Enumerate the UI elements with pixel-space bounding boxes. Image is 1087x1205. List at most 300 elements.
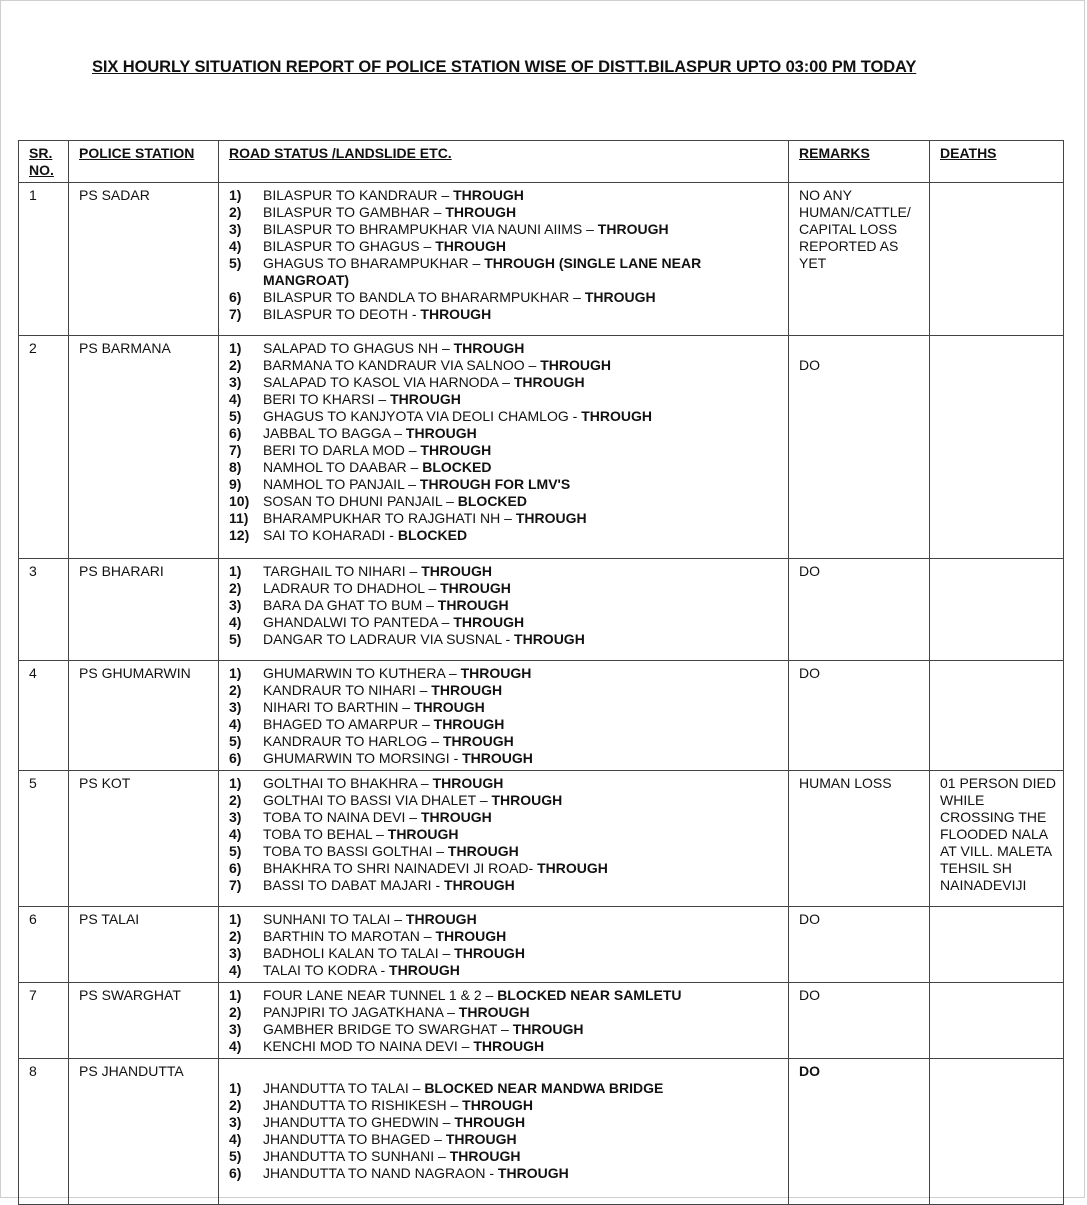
sr-no-cell: 1 <box>19 183 69 336</box>
road-status: THROUGH <box>447 843 519 859</box>
deaths-cell <box>930 559 1064 661</box>
road-text <box>263 665 782 682</box>
road-route: JHANDUTTA TO GHEDWIN – <box>263 1114 455 1130</box>
road-number: 6) <box>229 289 242 305</box>
road-number: 6) <box>229 860 242 876</box>
road-route: BILASPUR TO BHRAMPUKHAR VIA NAUNI AIIMS – <box>263 221 598 237</box>
road-route: GHAGUS TO KANJYOTA VIA DEOLI CHAMLOG - <box>263 408 582 424</box>
road-text <box>263 597 782 614</box>
road-item <box>229 750 782 767</box>
road-status: THROUGH <box>515 510 587 526</box>
road-status: THROUGH <box>437 597 509 613</box>
road-item <box>229 1080 782 1097</box>
road-number: 2) <box>229 682 242 698</box>
road-status: THROUGH <box>454 1114 526 1130</box>
sr-no-cell: 3 <box>19 559 69 661</box>
road-text <box>263 1131 782 1148</box>
road-item <box>229 682 782 699</box>
road-route: JABBAL TO BAGGA – <box>263 425 406 441</box>
road-number: 2) <box>229 1004 242 1020</box>
road-item <box>229 357 782 374</box>
table-row <box>19 559 1064 661</box>
road-text <box>263 357 782 374</box>
road-number: 5) <box>229 733 242 749</box>
road-text <box>263 1165 782 1182</box>
road-item <box>229 408 782 425</box>
road-number: 6) <box>229 425 242 441</box>
road-status-cell <box>219 1059 789 1205</box>
road-number: 3) <box>229 809 242 825</box>
road-route: KANDRAUR TO HARLOG – <box>263 733 443 749</box>
road-text <box>263 631 782 648</box>
road-route: LADRAUR TO DHADHOL – <box>263 580 441 596</box>
road-route: GAMBHER BRIDGE TO SWARGHAT – <box>263 1021 513 1037</box>
road-route: SUNHANI TO TALAI – <box>263 911 406 927</box>
road-item <box>229 1148 782 1165</box>
road-text <box>263 340 782 357</box>
road-status: THROUGH (SINGLE LANE NEAR MANGROAT) <box>263 255 702 288</box>
road-item <box>229 775 782 792</box>
road-text <box>263 809 782 826</box>
road-status: THROUGH <box>442 733 514 749</box>
road-status: THROUGH <box>584 289 656 305</box>
road-status: THROUGH <box>444 877 515 893</box>
road-item <box>229 1114 782 1131</box>
police-station-cell: PS SWARGHAT <box>69 983 219 1059</box>
road-status: THROUGH <box>387 826 459 842</box>
table-row <box>19 771 1064 907</box>
road-text <box>263 493 782 510</box>
road-item <box>229 289 782 306</box>
road-route: BILASPUR TO BANDLA TO BHARARMPUKHAR – <box>263 289 585 305</box>
road-number: 12) <box>229 527 250 543</box>
road-text <box>263 945 782 962</box>
deaths-cell <box>930 336 1064 559</box>
road-item <box>229 527 782 544</box>
road-item <box>229 699 782 716</box>
road-status: THROUGH <box>540 357 612 373</box>
road-status-cell <box>219 183 789 336</box>
road-status: THROUGH <box>473 1038 545 1054</box>
road-status: THROUGH <box>390 391 461 407</box>
header-remarks: REMARKS <box>789 141 930 183</box>
road-text <box>263 1038 782 1055</box>
road-text <box>263 826 782 843</box>
road-text <box>263 425 782 442</box>
road-item <box>229 340 782 357</box>
road-list <box>229 911 782 979</box>
road-number: 6) <box>229 1165 242 1181</box>
road-status: THROUGH <box>445 1131 517 1147</box>
road-status: THROUGH <box>514 631 585 647</box>
road-route: TALAI TO KODRA - <box>263 962 390 978</box>
road-number: 5) <box>229 843 242 859</box>
road-route: PANJPIRI TO JAGATKHANA – <box>263 1004 459 1020</box>
road-item <box>229 614 782 631</box>
road-status: THROUGH <box>389 962 460 978</box>
road-status-cell <box>219 907 789 983</box>
road-number: 3) <box>229 945 242 961</box>
road-status: THROUGH <box>420 809 492 825</box>
road-text <box>263 1114 782 1131</box>
road-number: 1) <box>229 187 242 203</box>
road-text <box>263 733 782 750</box>
deaths-cell: 01 PERSON DIED WHILE CROSSING THE FLOODED NALA AT VILL. MALETA TEHSIL SH NAINADEVIJI <box>930 771 1064 907</box>
road-route: BARA DA GHAT TO BUM – <box>263 597 438 613</box>
table-row <box>19 661 1064 771</box>
road-status: THROUGH <box>405 911 477 927</box>
road-item <box>229 792 782 809</box>
road-number: 2) <box>229 792 242 808</box>
road-text <box>263 1021 782 1038</box>
road-status: THROUGH <box>581 408 652 424</box>
road-item <box>229 306 782 323</box>
road-status: BLOCKED NEAR SAMLETU <box>497 987 682 1003</box>
road-number: 1) <box>229 987 242 1003</box>
road-item <box>229 204 782 221</box>
police-station-cell: PS BARMANA <box>69 336 219 559</box>
road-number: 11) <box>229 510 249 526</box>
road-item <box>229 391 782 408</box>
road-list <box>229 987 782 1055</box>
road-route: JHANDUTTA TO TALAI – <box>263 1080 425 1096</box>
deaths-cell <box>930 661 1064 771</box>
road-route: BILASPUR TO GAMBHAR – <box>263 204 446 220</box>
road-number: 8) <box>229 459 242 475</box>
sr-no-cell: 8 <box>19 1059 69 1205</box>
deaths-cell <box>930 1059 1064 1205</box>
road-text <box>263 614 782 631</box>
road-text <box>263 476 782 493</box>
police-station-cell: PS KOT <box>69 771 219 907</box>
road-item <box>229 987 782 1004</box>
road-number: 4) <box>229 1038 242 1054</box>
road-text <box>263 1080 782 1097</box>
road-text <box>263 843 782 860</box>
road-item <box>229 826 782 843</box>
road-number: 3) <box>229 1114 242 1130</box>
road-number: 5) <box>229 408 242 424</box>
road-text <box>263 391 782 408</box>
road-number: 9) <box>229 476 242 492</box>
road-item <box>229 843 782 860</box>
remarks-cell: NO ANY HUMAN/CATTLE/ CAPITAL LOSS REPORTED AS YET <box>789 183 930 336</box>
road-number: 3) <box>229 221 242 237</box>
road-item <box>229 860 782 877</box>
road-item <box>229 374 782 391</box>
road-item <box>229 187 782 204</box>
road-text <box>263 1004 782 1021</box>
road-number: 4) <box>229 391 242 407</box>
road-route: GOLTHAI TO BHAKHRA – <box>263 775 433 791</box>
situation-table <box>18 140 1064 1205</box>
road-number: 3) <box>229 374 242 390</box>
road-item <box>229 442 782 459</box>
header-police-station: POLICE STATION <box>69 141 219 183</box>
road-text <box>263 238 782 255</box>
header-sr-no: SR. NO. <box>19 141 69 183</box>
road-status: THROUGH <box>512 1021 584 1037</box>
road-number: 3) <box>229 1021 242 1037</box>
road-text <box>263 289 782 306</box>
road-item <box>229 238 782 255</box>
road-text <box>263 580 782 597</box>
road-item <box>229 631 782 648</box>
road-status: BLOCKED NEAR MANDWA BRIDGE <box>424 1080 664 1096</box>
road-text <box>263 682 782 699</box>
deaths-cell <box>930 983 1064 1059</box>
table-header-row <box>19 141 1064 183</box>
road-route: BHARAMPUKHAR TO RAJGHATI NH – <box>263 510 516 526</box>
road-item <box>229 221 782 238</box>
road-item <box>229 459 782 476</box>
road-route: GHUMARWIN TO KUTHERA – <box>263 665 461 681</box>
road-status: THROUGH FOR LMV'S <box>419 476 571 492</box>
road-text <box>263 442 782 459</box>
road-number: 2) <box>229 580 242 596</box>
road-number: 2) <box>229 357 242 373</box>
road-status: BLOCKED <box>457 493 527 509</box>
road-status: THROUGH <box>462 1097 533 1113</box>
road-text <box>263 877 782 894</box>
road-route: GHAGUS TO BHARAMPUKHAR – <box>263 255 485 271</box>
road-status: THROUGH <box>513 374 585 390</box>
road-number: 4) <box>229 614 242 630</box>
road-status: THROUGH <box>454 945 525 961</box>
road-text <box>263 792 782 809</box>
sr-no-cell: 4 <box>19 661 69 771</box>
table-row <box>19 336 1064 559</box>
road-status: THROUGH <box>460 665 532 681</box>
road-number: 5) <box>229 1148 242 1164</box>
road-text <box>263 716 782 733</box>
table-row <box>19 983 1064 1059</box>
road-route: TARGHAIL TO NIHARI – <box>263 563 422 579</box>
road-text <box>263 750 782 767</box>
police-station-cell: PS SADAR <box>69 183 219 336</box>
road-route: TOBA TO BEHAL – <box>263 826 388 842</box>
road-item <box>229 1004 782 1021</box>
sr-no-cell: 2 <box>19 336 69 559</box>
road-route: SAI TO KOHARADI - <box>263 527 398 543</box>
road-status: THROUGH <box>435 928 507 944</box>
road-route: JHANDUTTA TO NAND NAGRAON - <box>263 1165 498 1181</box>
road-route: FOUR LANE NEAR TUNNEL 1 & 2 – <box>263 987 498 1003</box>
road-list <box>229 1080 782 1182</box>
road-list <box>229 665 782 767</box>
road-number: 2) <box>229 1097 242 1113</box>
header-deaths: DEATHS <box>930 141 1064 183</box>
deaths-cell <box>930 907 1064 983</box>
road-status: THROUGH <box>433 716 505 732</box>
road-route: BHAKHRA TO SHRI NAINADEVI JI ROAD- <box>263 860 538 876</box>
road-number: 4) <box>229 826 242 842</box>
road-number: 1) <box>229 911 242 927</box>
road-status: THROUGH <box>432 775 504 791</box>
header-road-status: ROAD STATUS /LANDSLIDE ETC. <box>219 141 789 183</box>
road-status-cell <box>219 336 789 559</box>
road-route: JHANDUTTA TO BHAGED – <box>263 1131 446 1147</box>
road-status: BLOCKED <box>422 459 492 475</box>
road-number: 1) <box>229 1080 242 1096</box>
road-text <box>263 699 782 716</box>
road-text <box>263 1148 782 1165</box>
road-item <box>229 1165 782 1182</box>
road-status: THROUGH <box>497 1165 569 1181</box>
remarks-cell: DO <box>789 907 930 983</box>
road-list <box>229 775 782 894</box>
road-text <box>263 187 782 204</box>
road-status: THROUGH <box>420 306 492 322</box>
road-number: 3) <box>229 699 242 715</box>
road-text <box>263 306 782 323</box>
road-number: 1) <box>229 775 242 791</box>
road-route: GHUMARWIN TO MORSINGI - <box>263 750 463 766</box>
road-number: 10) <box>229 493 250 509</box>
road-status: THROUGH <box>420 442 492 458</box>
road-route: BILASPUR TO DEOTH - <box>263 306 421 322</box>
road-item <box>229 476 782 493</box>
road-number: 5) <box>229 255 242 271</box>
road-item <box>229 1097 782 1114</box>
road-text <box>263 255 782 289</box>
road-route: BERI TO DARLA MOD – <box>263 442 421 458</box>
road-item <box>229 255 782 289</box>
remarks-cell: DO <box>789 1059 930 1205</box>
road-status-cell <box>219 661 789 771</box>
road-list <box>229 187 782 323</box>
road-status: THROUGH <box>597 221 669 237</box>
remarks-cell: DO <box>789 336 930 559</box>
remarks-cell: DO <box>789 661 930 771</box>
road-text <box>263 1097 782 1114</box>
road-item <box>229 716 782 733</box>
road-status: THROUGH <box>458 1004 530 1020</box>
road-number: 3) <box>229 597 242 613</box>
road-number: 2) <box>229 928 242 944</box>
road-route: TOBA TO BASSI GOLTHAI – <box>263 843 448 859</box>
remarks-cell: HUMAN LOSS <box>789 771 930 907</box>
deaths-cell <box>930 183 1064 336</box>
road-item <box>229 945 782 962</box>
sr-no-cell: 6 <box>19 907 69 983</box>
road-item <box>229 911 782 928</box>
road-item <box>229 733 782 750</box>
road-number: 7) <box>229 306 242 322</box>
road-route: NAMHOL TO DAABAR – <box>263 459 423 475</box>
road-text <box>263 204 782 221</box>
table-row <box>19 1059 1064 1205</box>
road-number: 4) <box>229 1131 242 1147</box>
road-route: JHANDUTTA TO RISHIKESH – <box>263 1097 463 1113</box>
road-number: 1) <box>229 340 242 356</box>
road-route: BERI TO KHARSI – <box>263 391 391 407</box>
road-text <box>263 510 782 527</box>
road-status: THROUGH <box>445 204 517 220</box>
road-status: THROUGH <box>491 792 563 808</box>
road-number: 5) <box>229 631 242 647</box>
road-route: BARMANA TO KANDRAUR VIA SALNOO – <box>263 357 541 373</box>
road-item <box>229 928 782 945</box>
road-number: 4) <box>229 962 242 978</box>
road-status: THROUGH <box>449 1148 521 1164</box>
police-station-cell: PS TALAI <box>69 907 219 983</box>
road-status: THROUGH <box>453 340 525 356</box>
road-text <box>263 775 782 792</box>
road-route: SALAPAD TO KASOL VIA HARNODA – <box>263 374 514 390</box>
road-status: BLOCKED <box>397 527 468 543</box>
road-text <box>263 962 782 979</box>
road-status: THROUGH <box>413 699 485 715</box>
road-item <box>229 1038 782 1055</box>
road-text <box>263 911 782 928</box>
road-status: THROUGH <box>462 750 533 766</box>
road-route: KENCHI MOD TO NAINA DEVI – <box>263 1038 474 1054</box>
road-item <box>229 563 782 580</box>
road-route: TOBA TO NAINA DEVI – <box>263 809 421 825</box>
road-text <box>263 221 782 238</box>
road-list <box>229 340 782 544</box>
road-route: BILASPUR TO GHAGUS – <box>263 238 436 254</box>
road-item <box>229 510 782 527</box>
road-route: BADHOLI KALAN TO TALAI – <box>263 945 455 961</box>
road-text <box>263 928 782 945</box>
road-list <box>229 563 782 648</box>
road-status-cell <box>219 771 789 907</box>
road-route: SOSAN TO DHUNI PANJAIL – <box>263 493 458 509</box>
road-route: KANDRAUR TO NIHARI – <box>263 682 432 698</box>
road-route: BARTHIN TO MAROTAN – <box>263 928 436 944</box>
road-item <box>229 877 782 894</box>
table-row <box>19 907 1064 983</box>
road-number: 1) <box>229 665 242 681</box>
road-item <box>229 493 782 510</box>
sr-no-cell: 5 <box>19 771 69 907</box>
road-text <box>263 860 782 877</box>
road-item <box>229 962 782 979</box>
road-route: BILASPUR TO KANDRAUR – <box>263 187 454 203</box>
road-route: SALAPAD TO GHAGUS NH – <box>263 340 454 356</box>
road-route: DANGAR TO LADRAUR VIA SUSNAL - <box>263 631 515 647</box>
police-station-cell: PS GHUMARWIN <box>69 661 219 771</box>
road-item <box>229 665 782 682</box>
table-row <box>19 183 1064 336</box>
road-route: NAMHOL TO PANJAIL – <box>263 476 420 492</box>
road-item <box>229 809 782 826</box>
road-status: THROUGH <box>435 238 506 254</box>
road-item <box>229 580 782 597</box>
road-number: 2) <box>229 204 242 220</box>
road-item <box>229 1021 782 1038</box>
road-text <box>263 408 782 425</box>
road-number: 6) <box>229 750 242 766</box>
road-text <box>263 563 782 580</box>
road-number: 7) <box>229 442 242 458</box>
road-text <box>263 459 782 476</box>
road-item <box>229 597 782 614</box>
road-text <box>263 374 782 391</box>
road-route: GHANDALWI TO PANTEDA – <box>263 614 454 630</box>
road-route: NIHARI TO BARTHIN – <box>263 699 414 715</box>
remarks-cell: DO <box>789 559 930 661</box>
road-status: THROUGH <box>405 425 477 441</box>
road-number: 4) <box>229 716 242 732</box>
road-item <box>229 425 782 442</box>
road-number: 4) <box>229 238 242 254</box>
road-route: GOLTHAI TO BASSI VIA DHALET – <box>263 792 492 808</box>
road-item <box>229 1131 782 1148</box>
sr-no-cell: 7 <box>19 983 69 1059</box>
